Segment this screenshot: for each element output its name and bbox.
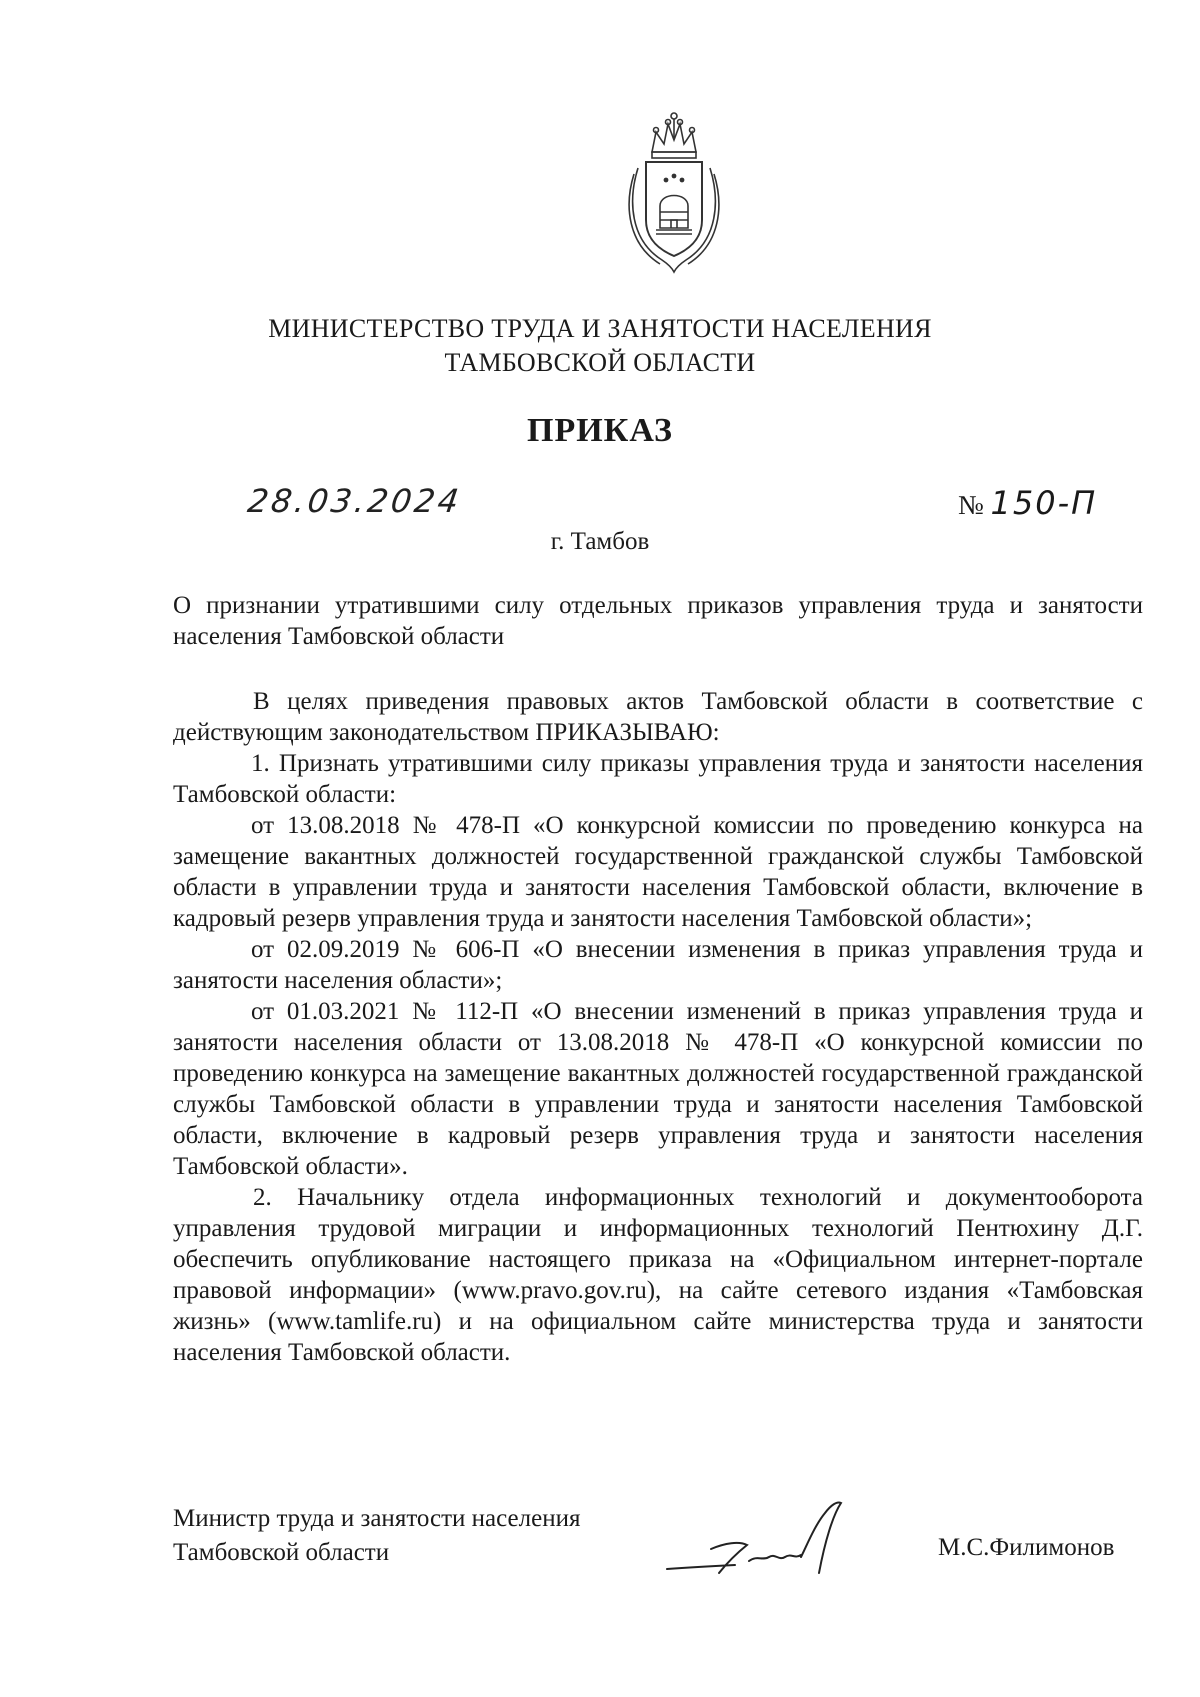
signer-name: М.С.Филимонов (938, 1534, 1115, 1561)
coat-of-arms-icon (622, 110, 726, 280)
preamble-paragraph: В целях приведения правовых актов Тамбовской области в соответствие с действующим законодательством ПРИКАЗЫВАЮ: (173, 688, 1143, 746)
item-2-paragraph: 2. Начальнику отдела информационных технологий и документооборота управления трудовой миграции и информационных технологий Пентюхину Д.Г. обеспечить опубликование настоящего приказа на «Официальном интернет-портале правовой информации» (www.pravo.gov.ru), на сайте сетевого издания «Тамбовская жизнь» (www.tamlife.ru) и на официальном сайте министерства труда и занятости населения Тамбовской области. (173, 1184, 1143, 1366)
document-type-title: ПРИКАЗ (527, 412, 673, 449)
order-date: 28.03.2024 (245, 482, 464, 520)
order-body (173, 686, 1143, 1368)
number-sign: № (958, 490, 984, 520)
order-subject: О признании утратившими силу отдельных приказов управления труда и занятости населения Тамбовской области (173, 592, 1143, 650)
ministry-header (200, 312, 1000, 380)
ministry-name-line2: ТАМБОВСКОЙ ОБЛАСТИ (444, 348, 756, 377)
city-label: г. Тамбов (550, 528, 650, 555)
signer-position (173, 1502, 580, 1570)
order-number-value: 150-П (990, 484, 1098, 522)
handwritten-signature (665, 1495, 865, 1585)
order-number (958, 484, 1097, 522)
item-1c-paragraph: от 01.03.2021 № 112-П «О внесении изменений в приказ управления труда и занятости населения области от 13.08.2018 № 478-П «О конкурсной комиссии по проведению конкурса на замещение вакантных должностей государственной гражданской службы Тамбовской области в управлении труда и занятости населения Тамбовской области, включение в кадровый резерв управления труда и занятости населения Тамбовской области». (173, 998, 1143, 1180)
signer-position-line1: Министр труда и занятости населения (173, 1505, 581, 1532)
ministry-name-line1: МИНИСТЕРСТВО ТРУДА И ЗАНЯТОСТИ НАСЕЛЕНИЯ (268, 314, 932, 343)
item-1a-paragraph: от 13.08.2018 № 478-П «О конкурсной комиссии по проведению конкурса на замещение вакантных должностей государственной гражданской службы Тамбовской области в управлении труда и занятости населения Тамбовской области, включение в кадровый резерв управления труда и занятости населения Тамбовской области»; (173, 812, 1143, 932)
item-1-paragraph: 1. Признать утратившими силу приказы управления труда и занятости населения Тамбовской области: (173, 750, 1143, 808)
item-1b-paragraph: от 02.09.2019 № 606-П «О внесении изменения в приказ управления труда и занятости населения области»; (173, 936, 1143, 994)
signer-position-line2: Тамбовской области (173, 1539, 390, 1566)
